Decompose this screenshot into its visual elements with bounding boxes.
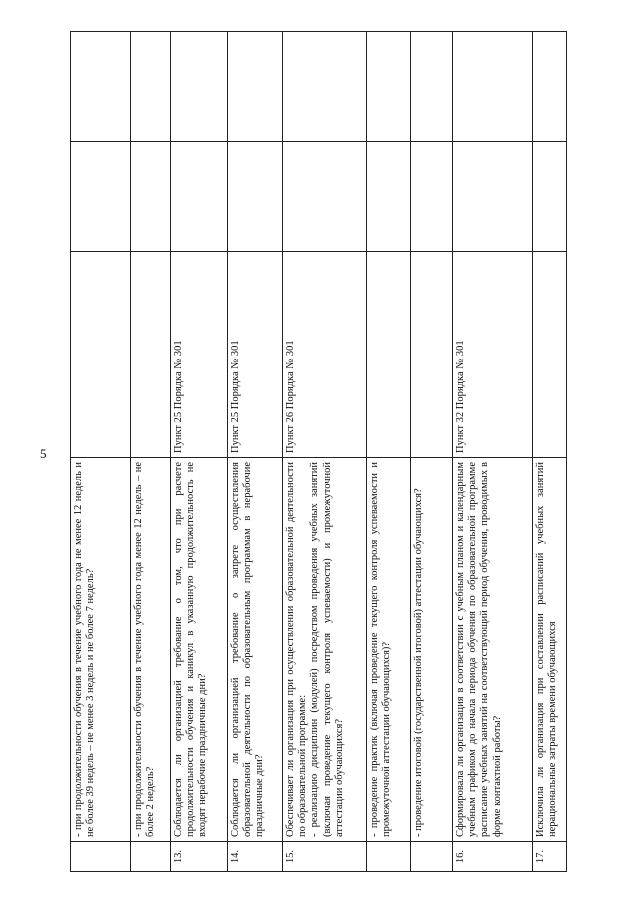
row-number: 14. bbox=[228, 842, 283, 872]
question-cell bbox=[131, 458, 171, 842]
note-cell bbox=[453, 32, 533, 142]
question-cell bbox=[283, 458, 367, 842]
answer-cell bbox=[411, 142, 453, 252]
row-number: 16. bbox=[453, 842, 533, 872]
row-number: 17. bbox=[533, 842, 567, 872]
reference-cell bbox=[131, 252, 171, 458]
table-row bbox=[453, 32, 533, 872]
checklist-table bbox=[70, 31, 567, 872]
note-cell bbox=[367, 32, 411, 142]
table-row bbox=[283, 32, 367, 872]
answer-cell bbox=[228, 142, 283, 252]
note-cell bbox=[283, 32, 367, 142]
question-cell bbox=[228, 458, 283, 842]
row-number bbox=[411, 842, 453, 872]
question-subitem: - проведение практик (включая проведение текущего контроля успеваемости и промежуточной аттестации обучающихся)? bbox=[369, 462, 393, 837]
note-cell bbox=[411, 32, 453, 142]
reference-cell: Пункт 32 Порядка № 301 bbox=[453, 252, 533, 458]
reference-cell: Пункт 26 Порядка № 301 bbox=[283, 252, 367, 458]
reference-cell bbox=[367, 252, 411, 458]
question-text: Сформировала ли организация в соответствии с учебным планом и календарным учебным графиком до начала периода обучения по образовательной программе расписание учебных занятий на соответствующий период обучения, проводимых в форме контактной работы? bbox=[455, 462, 503, 837]
table-row bbox=[411, 32, 453, 872]
note-cell bbox=[228, 32, 283, 142]
answer-cell bbox=[171, 142, 228, 252]
question-text: Исключила ли организация при составлении расписаний учебных занятий нерациональные затраты времени обучающихся bbox=[535, 462, 559, 837]
reference-cell: Пункт 25 Порядка № 301 bbox=[171, 252, 228, 458]
question-text: Соблюдается ли организацией требование о запрете осуществления образовательной деятельности по образовательным программам в нерабочие праздничные дни? bbox=[230, 462, 266, 837]
table-row bbox=[131, 32, 171, 872]
question-text: - при продолжительности обучения в течение учебного года не менее 12 недель и не более 39 недель – не менее 3 недель и не более 7 недель? bbox=[73, 462, 97, 837]
note-cell bbox=[131, 32, 171, 142]
table-row bbox=[171, 32, 228, 872]
question-cell bbox=[71, 458, 131, 842]
row-number bbox=[367, 842, 411, 872]
page-number: 5 bbox=[40, 446, 47, 461]
question-text: Обеспечивает ли организация при осуществлении образовательной деятельности по образовательной программе: bbox=[285, 462, 309, 837]
table-row bbox=[228, 32, 283, 872]
table-row bbox=[71, 32, 131, 872]
reference-cell bbox=[71, 252, 131, 458]
answer-cell bbox=[131, 142, 171, 252]
note-cell bbox=[71, 32, 131, 142]
question-text: - при продолжительности обучения в течение учебного года менее 12 недель – не более 2 недель? bbox=[133, 462, 157, 837]
table-row bbox=[367, 32, 411, 872]
row-number bbox=[131, 842, 171, 872]
question-cell bbox=[171, 458, 228, 842]
question-cell bbox=[411, 458, 453, 842]
question-cell bbox=[453, 458, 533, 842]
row-number: 15. bbox=[283, 842, 367, 872]
reference-cell bbox=[411, 252, 453, 458]
reference-cell bbox=[533, 252, 567, 458]
answer-cell bbox=[533, 142, 567, 252]
answer-cell bbox=[367, 142, 411, 252]
table-row bbox=[533, 32, 567, 872]
answer-cell bbox=[453, 142, 533, 252]
answer-cell bbox=[283, 142, 367, 252]
question-text: Соблюдается ли организацией требование о том, что при расчете продолжительности обучения и каникул в указанную продолжительность не входят нерабочие праздничные дни? bbox=[173, 462, 209, 837]
note-cell bbox=[533, 32, 567, 142]
note-cell bbox=[171, 32, 228, 142]
reference-cell: Пункт 25 Порядка № 301 bbox=[228, 252, 283, 458]
question-subitem: - реализацию дисциплин (модулей) посредством проведения учебных занятий (включая проведение текущего контроля успеваемости) и промежуточной аттестации обучающихся? bbox=[309, 462, 345, 837]
row-number bbox=[71, 842, 131, 872]
row-number: 13. bbox=[171, 842, 228, 872]
rotated-table-frame bbox=[70, 32, 566, 872]
question-cell bbox=[533, 458, 567, 842]
answer-cell bbox=[71, 142, 131, 252]
question-cell bbox=[367, 458, 411, 842]
question-subitem: - проведение итоговой (государственной итоговой) аттестации обучающихся? bbox=[413, 488, 424, 837]
